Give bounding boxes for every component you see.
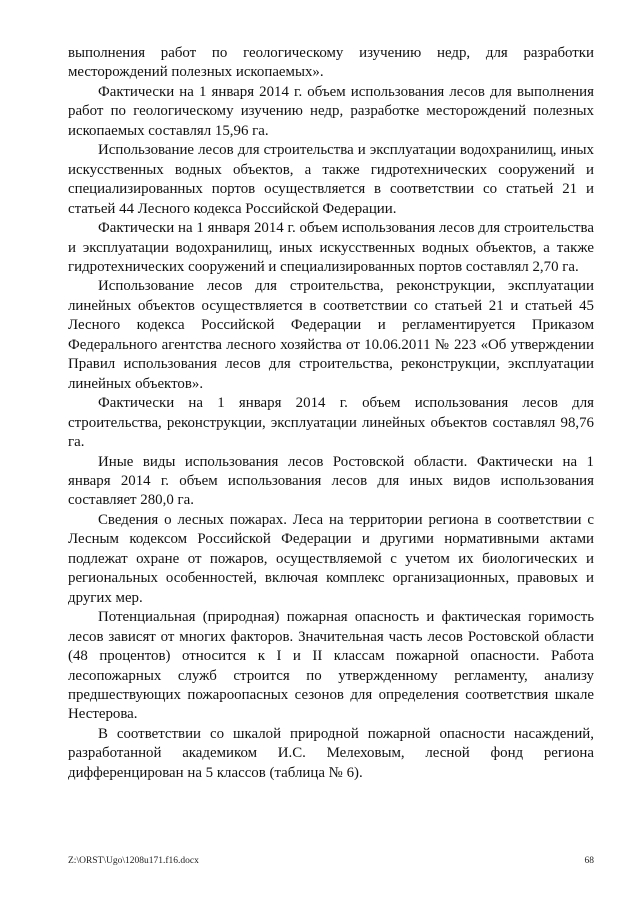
page-number: 68 xyxy=(584,856,594,866)
paragraph: Потенциальная (природная) пожарная опасность и фактическая горимость лесов зависят от многих факторов. Значительная часть лесов Ростовской области (48 процентов) относится к I и II классам пожарной опасности. Работа лесопожарных служб строится по утвержденному регламенту, анализу предшествующих пожароопасных сезонов для определения соответствия шкале Нестерова. xyxy=(68,609,594,723)
paragraph: Фактически на 1 января 2014 г. объем использования лесов для строительства, реконструкции, эксплуатации линейных объектов составлял 98,76 га. xyxy=(68,395,594,451)
footer-file-path: Z:\ORST\Ugo\1208u171.f16.docx xyxy=(68,856,199,866)
paragraph: В соответствии со шкалой природной пожарной опасности насаждений, разработанной академиком И.С. Мелеховым, лесной фонд региона дифференцирован на 5 классов (таблица № 6). xyxy=(68,725,594,781)
paragraph: Фактически на 1 января 2014 г. объем использования лесов для строительства и эксплуатации водохранилищ, иных искусственных водных объектов, а также гидротехнических сооружений и специализированных портов составлял 2,70 га. xyxy=(68,220,594,275)
body-text xyxy=(68,44,594,783)
paragraph: выполнения работ по геологическому изучению недр, для разработки месторождений полезных ископаемых». xyxy=(68,45,594,81)
paragraph: Иные виды использования лесов Ростовской области. Фактически на 1 января 2014 г. объем использования лесов для иных видов использования составляет 280,0 га. xyxy=(68,453,594,509)
paragraph: Использование лесов для строительства и эксплуатации водохранилищ, иных искусственных водных объектов, а также гидротехнических сооружений и специализированных портов осуществляется в соответствии со статьей 21 и статьей 44 Лесного кодекса Российской Федерации. xyxy=(68,142,594,217)
paragraph: Фактически на 1 января 2014 г. объем использования лесов для выполнения работ по геологическому изучению недр, разработке месторождений полезных ископаемых составлял 15,96 га. xyxy=(68,83,594,139)
paragraph: Использование лесов для строительства, реконструкции, эксплуатации линейных объектов осуществляется в соответствии со статьей 21 и статьей 45 Лесного кодекса Российской Федерации и регламентируется Приказом Федерального агентства лесного хозяйства от 10.06.2011 № 223 «Об утверждении Правил использования лесов для строительства, реконструкции, эксплуатации линейных объектов». xyxy=(68,278,594,392)
paragraph: Сведения о лесных пожарах. Леса на территории региона в соответствии с Лесным кодексом Российской Федерации и другими нормативными актами подлежат охране от пожаров, осуществляемой с учетом их биологических и региональных особенностей, включая комплекс организационных, правовых и других мер. xyxy=(68,511,594,606)
